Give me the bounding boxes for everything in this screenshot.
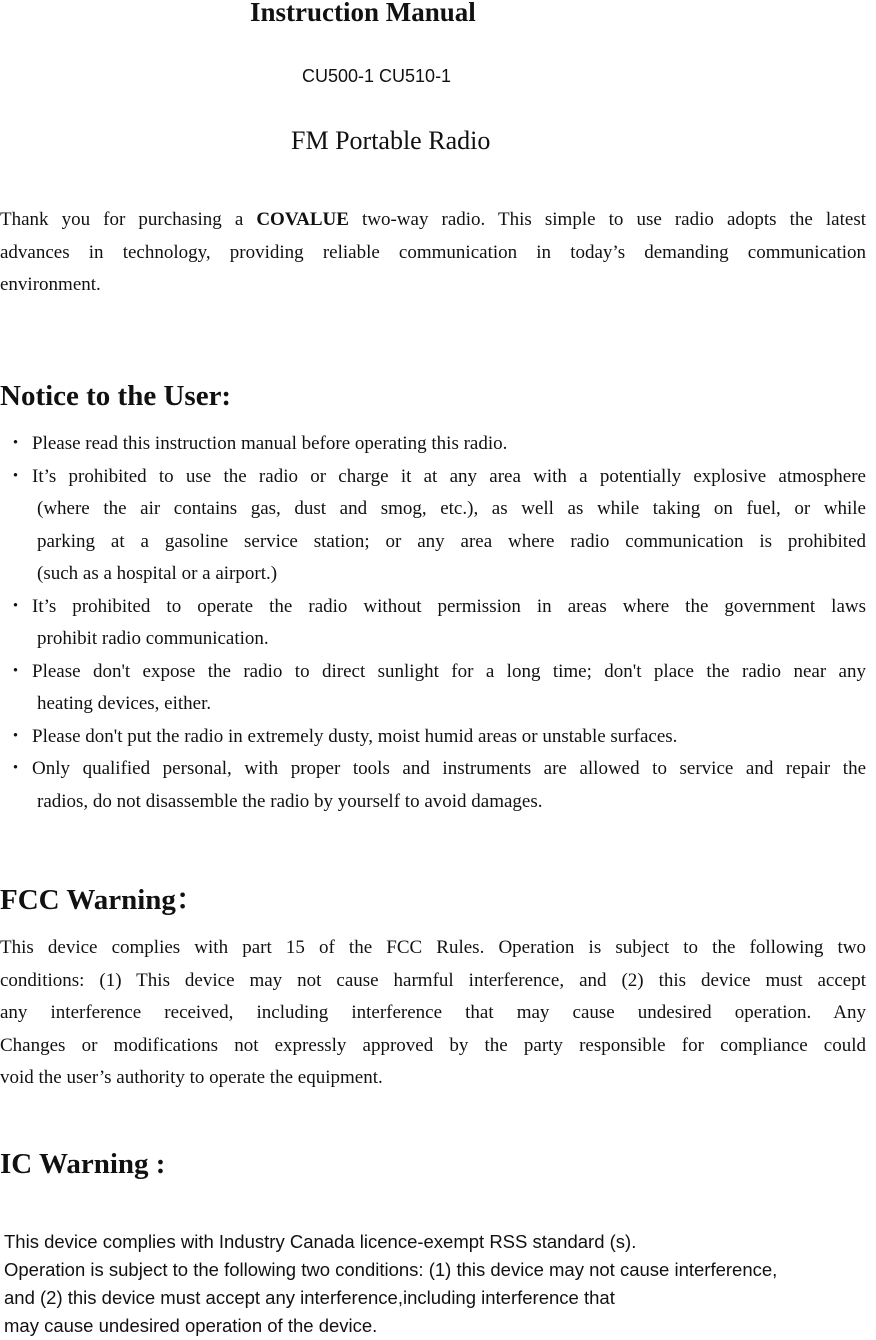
notice-heading: Notice to the User: <box>0 380 232 412</box>
bullet-icon: ・ <box>6 660 26 682</box>
notice-item-line: It’s prohibited to operate the radio without permission in areas where the government laws <box>32 595 866 617</box>
intro-paragraph <box>0 204 866 302</box>
intro-line1-rest: two-way radio. This simple to use radio adopts the latest <box>348 209 866 230</box>
ic-line: and (2) this device must accept any interference,including interference that <box>4 1287 615 1308</box>
bullet-icon: ・ <box>6 433 26 454</box>
notice-item-line: It’s prohibited to use the radio or charge it at any area with a potentially explosive atmosphere <box>32 465 866 487</box>
notice-item-line: heating devices, either. <box>37 693 212 714</box>
notice-list <box>0 428 866 818</box>
fcc-heading: FCC Warning： <box>0 884 205 916</box>
ic-line: This device complies with Industry Canada licence-exempt RSS standard (s). <box>4 1231 637 1252</box>
page-title: Instruction Manual <box>250 0 476 27</box>
notice-item <box>0 461 866 591</box>
notice-item-line: (such as a hospital or a airport.) <box>37 563 278 584</box>
notice-item <box>0 428 866 461</box>
intro-line: environment. <box>0 274 101 295</box>
bullet-icon: ・ <box>6 758 26 779</box>
notice-item <box>0 656 866 721</box>
bullet-icon: ・ <box>6 725 26 747</box>
notice-item-line: parking at a gasoline service station; or any area where radio communication is prohibited <box>37 530 866 552</box>
notice-item <box>0 591 866 656</box>
notice-item <box>0 753 866 818</box>
fcc-line: This device complies with part 15 of the FCC Rules. Operation is subject to the following two <box>0 937 866 958</box>
fcc-line: any interference received, including interference that may cause undesired operation. Any <box>0 1002 866 1023</box>
fcc-line: Changes or modifications not expressly approved by the party responsible for compliance could <box>0 1034 866 1056</box>
bullet-icon: ・ <box>6 595 26 617</box>
notice-item-line: Please read this instruction manual before operating this radio. <box>32 433 508 454</box>
fcc-line: conditions: (1) This device may not cause harmful interference, and (2) this device must accept <box>0 969 866 991</box>
notice-item-line: prohibit radio communication. <box>37 628 269 649</box>
notice-item-line: Please don't put the radio in extremely dusty, moist humid areas or unstable surfaces. <box>32 725 678 747</box>
notice-item-line: (where the air contains gas, dust and smog, etc.), as well as while taking on fuel, or while <box>37 498 866 519</box>
brand-name: COVALUE <box>256 209 349 230</box>
ic-paragraph <box>0 1228 777 1340</box>
notice-item-line: Please don't expose the radio to direct sunlight for a long time; don't place the radio near any <box>32 660 866 682</box>
notice-item <box>0 721 866 754</box>
intro-line <box>0 204 866 237</box>
model-numbers: CU500-1 CU510-1 <box>302 66 452 86</box>
ic-line: Operation is subject to the following two conditions: (1) this device may not cause interference, <box>4 1259 778 1280</box>
ic-line: may cause undesired operation of the device. <box>4 1315 378 1336</box>
fcc-paragraph <box>0 932 866 1095</box>
intro-line: advances in technology, providing reliable communication in today’s demanding communication <box>0 241 866 263</box>
notice-item-line: Only qualified personal, with proper tools and instruments are allowed to service and repair the <box>32 758 866 779</box>
page-subtitle: FM Portable Radio <box>291 126 491 155</box>
ic-heading: IC Warning : <box>0 1148 166 1180</box>
bullet-icon: ・ <box>6 465 26 487</box>
fcc-line: void the user’s authority to operate the equipment. <box>0 1067 383 1088</box>
intro-lead: Thank you for purchasing a <box>0 209 257 230</box>
notice-item-line: radios, do not disassemble the radio by yourself to avoid damages. <box>37 790 543 812</box>
